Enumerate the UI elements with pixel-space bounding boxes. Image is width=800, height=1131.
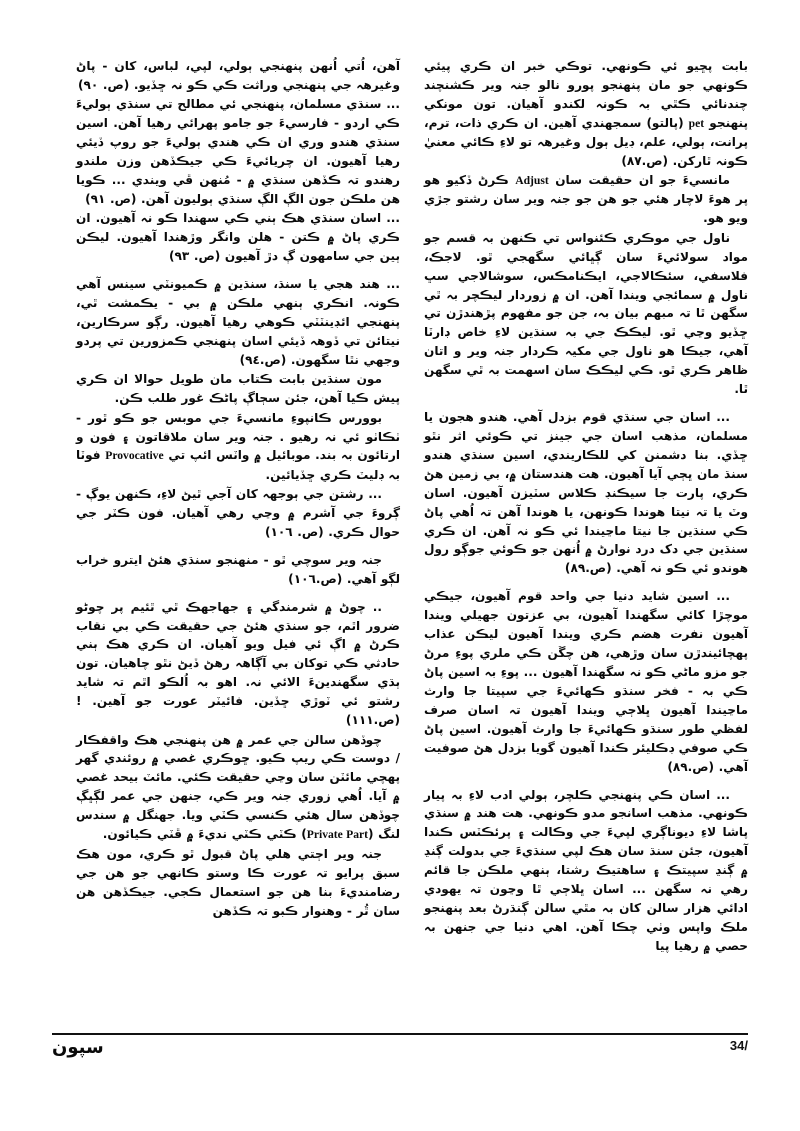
paragraph: ... هند هجي يا سنڌ، سنڌين ۾ ڪميونٽي سينس آهي ڪونہ. انڪري ٻنهي ملڪن ۾ بي - يڪمشت ٿي، پنهنجي ائڊينٽٽي ڪوهي رهيا آهيون. رڳو سرڪارين، نيتائن تي ڏوهہ ڏيئي اسان پنهنجي ڪمزورين تي پردو وجهي نٿا سگهون. (ص.٩٤) — [76, 277, 400, 367]
latin-term: Private Part — [306, 828, 368, 842]
paragraph: ... اسان سنڌي هڪ ٻني ڪي سهندا ڪو نہ آهيون. ان ڪري پاڻ ۾ ڪتن - هلن وانگر وڙهندا آهيون. ليڪن ٻين جي سامهون ڳ دڙ آهيون (ص. ٩٣) — [76, 211, 400, 264]
paragraph: ... اسان جي سنڌي قوم بزدل آهي. هندو هجون يا مسلمان، مذهب اسان جي جينز تي ڪوئي اثر نٿو ڇڏي. بنا دشمنن کي للڪاريندي، اسين سنڌي هندو سنڌ مان ڀڄي آيا آهيون. هت هندستان ۾، بي زمين هڻ ڪري، پارت جا سيڪنڊ ڪلاس سٽيزن آهيون. اسان وٽ يا تہ نيتا هوندا ڪونهن، يا هوندا آهن تہ اُهي پاڻ ڪي سنڌين جا نيتا ماڃيندا ئي ڪو نہ آهن. ان ڪري سنڌين جي دک درد نوارڻ ۾ اُنهن جو ڪوئي جوڳو رول هوندو ئي ڪو نہ آهي. (ص.٨٩) — [424, 410, 748, 576]
paragraph: ناول جي موڪري ڪئنواس تي ڪنهن بہ قسم جو مواد سولائيءَ سان ڳڀائي سگهجي ٿو. لاجڪ، فلاسفي، سئڪالاجي، ايڪنامڪس، سوشالاجي سڀ ناول ۾ سمائجي ويندا آهن. ان ۾ زوردار ليڪچر بہ ٿي سگهن ٿا تہ مبهم بيان بہ، جن جو مفهوم پڙهندڙن تي ڇڏيو وڃي ٿو. ليڪڪ جي بہ سنڌين لاءِ خاص ڊارٽا آهي، جيڪا هو ناول جي مکيہ ڪردار جنہ وير و اتان ظاهر ڪري ٿو. ڪي ليڪڪ سان اسهمت بہ ٿي سگهن ٿا. — [424, 230, 748, 397]
paragraph: ... اسان ڪي پنهنجي ڪلچر، ٻولي ادب لاءِ بہ پيار ڪونهي. مذهب اسانجو مدو ڪونهي. هت هند ۾ سنڌي پاشا لاءِ ديوناڳري لپيءَ جي وڪالت ۽ پرئڪٽس ڪندا آهيون، جئن سنڌ سان هڪ لپي سنڌيءَ جي بدولت ڳنڍ ۾ ڳنڍ سپيتڪ ۽ ساهتيڪ رشتا، ٻنهي ملڪن جا قائم رهي نہ سگهن ... اسان ڀلاڄي ٿا وڃون تہ يهودي ادائي هزار سالن کان بہ مٿي سالن ڳنڌرڻ بعد پنهنجو ملڪ واپس وٺي چڪا آهن. اهي دنيا جي جنهن بہ حصي ۾ رهيا پيا — [424, 787, 748, 953]
page-footer — [52, 1033, 748, 1079]
paragraph: آهن، اُتي اُنهن پنهنجي ٻولي، لپي، لباس، کان - پاڻ وغيرهہ جي پنهنجي وراثت ڪي ڪو نہ ڇڏيو. (ص. ٩٠) — [76, 59, 400, 92]
paragraph: جنہ وير اڄتي هلي پاڻ قبول ٿو ڪري، مون هڪ سبق پرايو تہ عورت ڪا وستو ڪانهي جو هن جي رضامنديءَ بنا هن جو استعمال ڪجي. جيڪڏهن هن سان ٿُر - وهنوار ڪبو تہ ڪڏهن — [76, 846, 400, 918]
footer-divider — [52, 1033, 748, 1035]
paragraph: مانسيءَ جو ان حقيقت سان Adjust ڪرڻ ڏکيو هو پر هوءَ لاچار هئي جو هن جو جنہ وير سان رشتو جڙي ويو هو. — [424, 173, 748, 226]
paragraph: مون سنڌين بابت ڪتاب مان طويل حوالا ان ڪري پيش ڪيا آهن، جئن سڄاڳ پاڻڪ غور طلب ڪن. — [76, 372, 400, 406]
footer-row — [52, 1038, 748, 1058]
column-left — [76, 57, 412, 1012]
column-right — [412, 57, 748, 1012]
paragraph: ... سنڌي مسلمان، پنهنجي ئي مطالح تي سنڌي ٻوليءَ ڪي اردو - فارسيءَ جو جامو پهرائي رهيا آهن. اسين سنڌي هندو وري ان ڪي هندي ٻوليءَ جو روپ ڏيئي رهيا آهيون. ان چريائيءَ ڪي جيڪڏهن وزن ملندو رهندو تہ ڪڏهن سنڌي ۾ - مُنهن ڦي ويندي ... ڪويا هن ملڪن جون الڳ الڳ سنڌي ٻوليون آهن. (ص. ٩١) — [76, 97, 400, 206]
latin-term: pet — [688, 116, 705, 130]
paragraph: بوورس ڪانپوءِ مانسيءَ جي موبس جو ڪو ٿور - ٺڪاٺو ئي نہ رهيو . جنہ وير سان ملاقاتون ۽ فون و ارتائون بہ بند. موبائيل ۾ واٽس ائپ تي Provocative فوٽا بہ ڊليٽ ڪري ڇڏيائين. — [76, 410, 401, 482]
latin-term: Adjust — [515, 174, 549, 188]
page-number: 34/ — [729, 1038, 748, 1054]
paragraph: ... رشتن جي ٻوجهہ کان آجي ٿيڻ لاءِ، ڪنهن يوڳ - ڳروءَ جي آشرم ۾ وڃي رهي آهيان. فون ڪٽر جي حوال ڪري. (ص. ١٠٦) — [76, 487, 400, 539]
paragraph: چوڏهن سالن جي عمر ۾ هن پنهنجي هڪ واقفڪار / دوست ڪي ريپ ڪيو. ڇوڪري غصي ۾ روئندي گهر پهچي مائٽن سان وڃي حقيقت ڪئي. مائٽ بيحد غصي ۾ آيا. اُهي زوري جنہ وير ڪي، جنهن جي عمر لڳڀڳ چوڏهن سال هئي ڪنسي ڪٽي ويا. جهنگل ۾ سندس لنگ (Private Part) ڪٽي ڪٽي نديءَ ۾ ڦٽي ڪيائون. — [76, 732, 400, 842]
two-column-text-body — [52, 57, 748, 1012]
paragraph: بابت پڇيو ئي ڪونهي. توڪي خبر ان ڪري پيئي ڪونهي جو مان پنهنجو پورو نالو جنہ وير ڪشنچند چندنائي ڪٿي بہ ڪونہ لکندو آهيان. تون مونکي پنهنجو pet (پالتو) سمجهندي آهين. ان ڪري ذات، ترم، پرانت، ٻولي، علم، ڊيل ٻول وغيرهہ تو لاءِ ڪائي معنيٰ ڪونہ ٿاركن. (ص.٨٧) — [424, 59, 749, 168]
paragraph: جنہ وير سوچي ٿو - منهنجو سنڌي هئڻ ايترو خراب لڳو آهي. (ص.١٠٦) — [76, 552, 400, 586]
paragraph: .. چوڻ ۾ شرمندگي ۽ جهاجهڪ ٿي ٿئيم پر چوڻو ضرور اٿم، جو سنڌي هئڻ جي حقيقت ڪي بي نقاب ڪرڻ ۾ اڳ ئي فيل ويو آهيان. ان ڪري هڪ ٻني حادثي ڪي توکان بي آڳاهہ رهڻ ڏيڻ نٿو چاهيان. تون ٻڌي سگهندينءَ الائي نہ. اهو بہ اُلڪو اٿم تہ شايد رشتو ئي ٽوڙي ڇڏين. فائيٽر عورت جو آهين. ! (ص.١١١) — [76, 599, 400, 728]
latin-term: Provocative — [105, 449, 164, 463]
book-title: سپون — [52, 1037, 104, 1059]
paragraph: ... اسين شايد دنيا جي واحد قوم آهيون، جيڪي موچڙا کائي سگهندا آهيون، بي عزتون جهيلي ويندا آهيون نفرت هضم ڪري ويندا آهيون ليڪن عذاب پهچائيندڙن سان وڙهي، هن چڱن ڪي ملري پوءِ مرڻ جو مزو ماڻي ڪو نہ سگهندا آهيون ... پوءِ بہ اسين پاڻ ڪي بہ - فخر سنڌو ڪهائيءَ جي سپيتا جا وارث ماڃيندا آهيون ڀلاڄي ويندا آهيون تہ اسان صرف لفظي طور سنڌو ڪهائيءَ جا وارث آهيون. اسين پاڻ ڪي صوفي ڊڪليئر ڪندا آهيون گويا بزدل هڻ صوفيت آهي. (ص.٨٩) — [424, 589, 748, 774]
